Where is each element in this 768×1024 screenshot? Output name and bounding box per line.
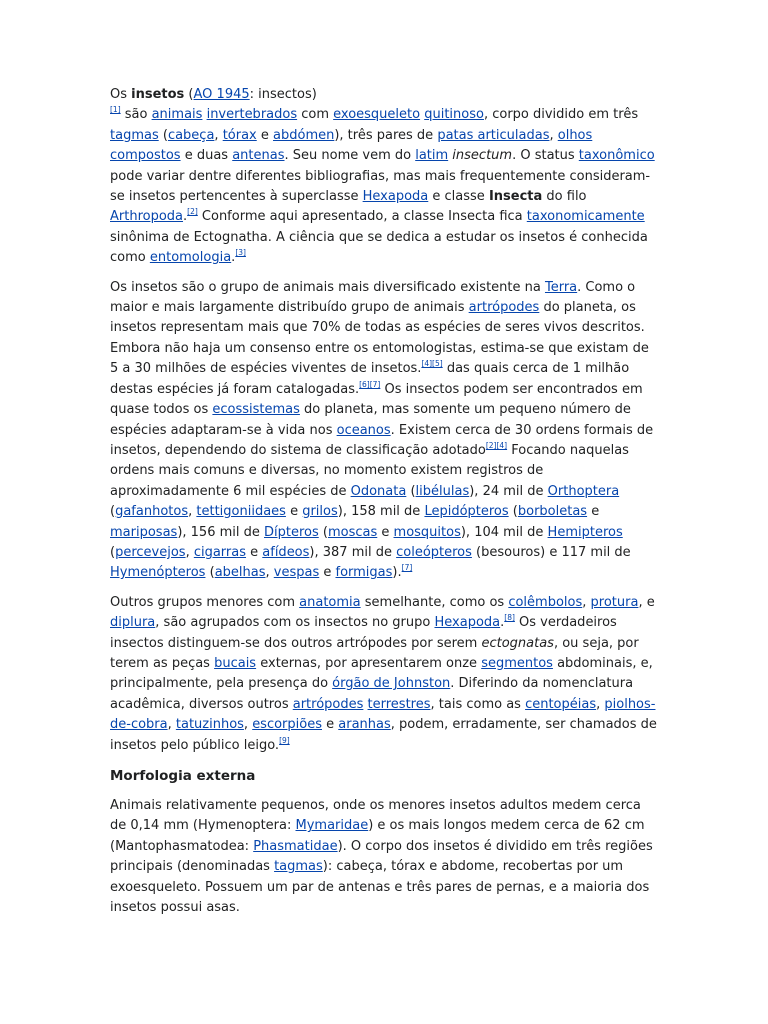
link-phasmatidae[interactable]: Phasmatidae: [253, 838, 338, 854]
link-taxonomico[interactable]: taxonômico: [578, 148, 655, 164]
link-orgao-de-johnston[interactable]: órgão de Johnston: [332, 676, 451, 692]
ref-4-5[interactable]: [4][5]: [421, 359, 443, 369]
section-heading-morfologia: Morfologia externa: [110, 768, 256, 784]
link-colembolos[interactable]: colêmbolos: [508, 594, 583, 610]
link-artropodes-2[interactable]: artrópodes: [292, 696, 364, 712]
link-animais[interactable]: animais: [151, 107, 203, 123]
link-abdomen[interactable]: abdómen: [273, 127, 335, 143]
link-grilos[interactable]: grilos: [302, 504, 338, 520]
paragraph-diversity: Os insetos são o grupo de animais mais diversificado existente na Terra. Como o maior e mais largamente distribuído grupo de animais artrópodes do planeta, os insetos representam mais que 70% de todas as espécies de seres vivos descritos. Embora não haja um consenso entre os entomologistas, estima-se que existam de 5 a 30 milhões de espécies viventes de insetos.[4][5] das quais cerca de 1 milhão destas espécies já foram catalogadas.[6][7] Os insectos podem ser encontrados em quase todos os ecossistemas do planeta, mas somente um pequeno número de espécies adaptaram-se à vida nos oceanos. Existem cerca de 30 ordens formais de insetos, dependendo do sistema de classificação adotado[2][4] Focando naquelas ordens mais comuns e diversas, no momento existem registros de aproximadamente 6 mil espécies de Odonata (libélulas), 24 mil de Orthoptera (gafanhotos, tettigoniidaes e grilos), 158 mil de Lepidópteros (borboletas e mariposas), 156 mil de Dípteros (moscas e mosquitos), 104 mil de Hemipteros (percevejos, cigarras e afídeos), 387 mil de coleópteros (besouros) e 117 mil de Hymenópteros (abelhas, vespas e formigas).[7]: [110, 279, 654, 581]
link-arthropoda[interactable]: Arthropoda: [110, 209, 184, 225]
link-tagmas-2[interactable]: tagmas: [274, 859, 323, 875]
link-protura[interactable]: protura: [590, 594, 639, 610]
link-odonata[interactable]: Odonata: [350, 483, 407, 499]
link-dipteros[interactable]: Dípteros: [264, 524, 319, 540]
link-libelulas[interactable]: libélulas: [415, 483, 470, 499]
term-insectum: insectum: [452, 148, 513, 164]
link-abelhas[interactable]: abelhas: [214, 565, 266, 581]
link-escorpioes[interactable]: escorpiões: [252, 717, 322, 733]
link-invertebrados[interactable]: invertebrados: [206, 107, 298, 123]
link-borboletas[interactable]: borboletas: [517, 504, 588, 520]
ref-9[interactable]: [9]: [279, 735, 290, 745]
link-terra[interactable]: Terra: [544, 279, 578, 295]
link-tettigoniidaes[interactable]: tettigoniidaes: [196, 504, 286, 520]
link-hymenopteros[interactable]: Hymenópteros: [110, 565, 206, 581]
ref-6-7[interactable]: [6][7]: [359, 379, 381, 389]
term-insetos: insetos: [131, 87, 185, 102]
paragraph-hexapoda: Outros grupos menores com anatomia semelhante, como os colêmbolos, protura, e diplura, são agrupados com os insectos no grupo Hexapoda.[8] Os verdadeiros insectos distinguem-se dos outros artrópodes por serem ectognatas, ou seja, por terem as peças bucais externas, por apresentarem onze segmentos abdominais, e, principalmente, pela presença do órgão de Johnston. Diferindo da nomenclatura acadêmica, diversos outros artrópodes terrestres, tais como as centopéias, piolhos-de-cobra, tatuzinhos, escorpiões e aranhas, podem, erradamente, ser chamados de insetos pelo público leigo.[9]: [110, 594, 657, 753]
link-mariposas[interactable]: mariposas: [110, 524, 178, 540]
link-olhos-compostos[interactable]: olhos compostos: [110, 127, 593, 164]
link-cigarras[interactable]: cigarras: [193, 544, 247, 560]
paragraph-morphology: Animais relativamente pequenos, onde os menores insetos adultos medem cerca de 0,14 mm (Hymenoptera: Mymaridae) e os mais longos medem cerca de 62 cm (Mantophasmatodea: Phasmatidae). O corpo dos insetos é dividido em três regiões principais (denominadas tagmas): cabeça, tórax e abdome, recobertas por um exoesqueleto. Possuem um par de antenas e três pares de pernas, e a maioria dos insetos possui asas.: [110, 798, 653, 916]
link-hexapoda-2[interactable]: Hexapoda: [434, 615, 501, 631]
link-mosquitos[interactable]: mosquitos: [393, 524, 461, 540]
link-artropodes[interactable]: artrópodes: [468, 300, 540, 316]
link-percevejos[interactable]: percevejos: [115, 544, 186, 560]
link-hexapoda[interactable]: Hexapoda: [362, 189, 429, 205]
ref-1[interactable]: [1]: [110, 105, 121, 115]
ref-2-4[interactable]: [2][4]: [485, 440, 508, 450]
link-oceanos[interactable]: oceanos: [336, 422, 391, 438]
link-segmentos[interactable]: segmentos: [481, 655, 553, 671]
link-diplura[interactable]: diplura: [110, 615, 156, 631]
link-formigas[interactable]: formigas: [335, 565, 393, 581]
link-exoesqueleto[interactable]: exoesqueleto: [333, 107, 421, 123]
link-cabeca[interactable]: cabeça: [167, 127, 215, 143]
link-aranhas[interactable]: aranhas: [338, 717, 391, 733]
link-afideos[interactable]: afídeos: [262, 544, 310, 560]
paragraph-intro: Os insetos (AO 1945: insectos) [1] são animais invertebrados com exoesqueleto quitinoso, corpo dividido em três tagmas (cabeça, tórax e abdómen), três pares de patas articuladas, olhos compostos e duas antenas. Seu nome vem do latim insectum. O status taxonômico pode variar dentre diferentes bibliografias, mas mais frequentemente consideram-se insetos pertencentes à superclasse Hexapoda e classe Insecta do filo Arthropoda.[2] Conforme aqui apresentado, a classe Insecta fica taxonomicamente sinônima de Ectognatha. A ciência que se dedica a estudar os insetos é conhecida como entomologia.[3]: [110, 87, 655, 266]
article-body: [110, 85, 660, 927]
link-lepidopteros[interactable]: Lepidópteros: [424, 504, 509, 520]
link-piolhos-de-cobra[interactable]: piolhos-de-cobra: [110, 696, 656, 733]
link-antenas[interactable]: antenas: [232, 148, 285, 164]
link-orthoptera[interactable]: Orthoptera: [547, 483, 620, 499]
link-tagmas[interactable]: tagmas: [110, 127, 159, 143]
link-tatuzinhos[interactable]: tatuzinhos: [175, 717, 244, 733]
link-coleopteros[interactable]: coleópteros: [396, 544, 472, 560]
link-entomologia[interactable]: entomologia: [149, 250, 232, 266]
link-anatomia[interactable]: anatomia: [299, 594, 361, 610]
link-patas-articuladas[interactable]: patas articuladas: [437, 127, 550, 143]
link-centopeias[interactable]: centopéias: [525, 696, 597, 712]
link-latim[interactable]: latim: [415, 148, 449, 164]
term-insecta: Insecta: [488, 189, 543, 205]
link-taxonomicamente[interactable]: taxonomicamente: [526, 209, 645, 225]
link-vespas[interactable]: vespas: [273, 565, 320, 581]
link-ao-1945[interactable]: AO 1945: [193, 87, 250, 102]
link-torax[interactable]: tórax: [222, 127, 257, 143]
ref-7[interactable]: [7]: [401, 563, 413, 573]
term-ectognatas: ectognatas: [481, 635, 554, 651]
link-moscas[interactable]: moscas: [327, 524, 378, 540]
link-gafanhotos[interactable]: gafanhotos: [115, 504, 189, 520]
link-mymaridae[interactable]: Mymaridae: [295, 818, 369, 834]
link-ecossistemas[interactable]: ecossistemas: [212, 402, 300, 418]
ref-8[interactable]: [8]: [504, 613, 515, 623]
link-bucais[interactable]: bucais: [214, 655, 257, 671]
ref-3[interactable]: [3]: [235, 248, 246, 258]
link-hemipteros[interactable]: Hemipteros: [547, 524, 623, 540]
link-quitinoso[interactable]: quitinoso: [424, 107, 484, 123]
ref-2[interactable]: [2]: [187, 207, 198, 217]
link-terrestres[interactable]: terrestres: [367, 696, 431, 712]
